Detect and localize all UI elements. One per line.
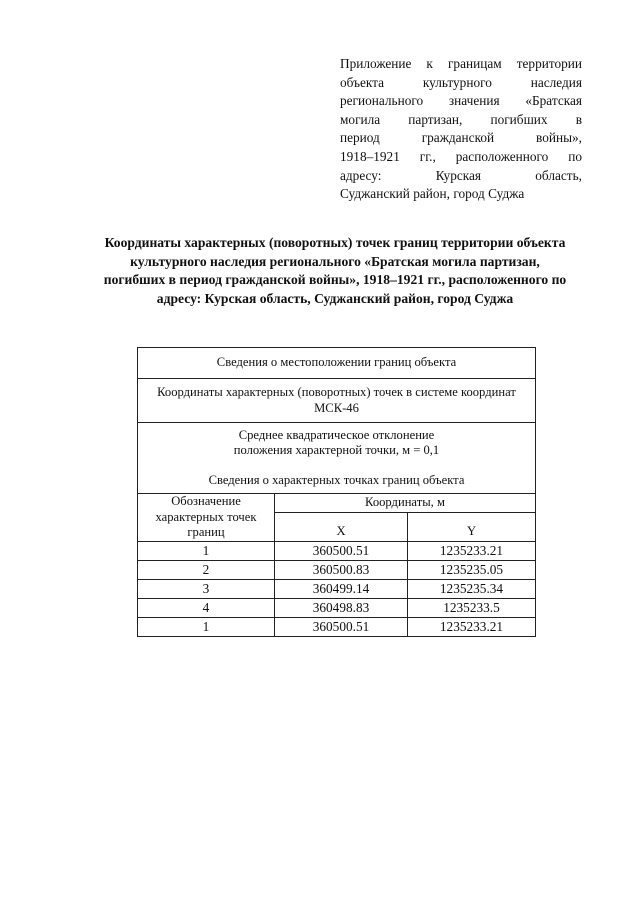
y-cell: 1235233.21 bbox=[408, 541, 536, 560]
table-row bbox=[138, 541, 536, 560]
table-row bbox=[138, 579, 536, 598]
appendix-line: Суджанский район, город Суджа bbox=[340, 186, 525, 202]
appendix-line: 1918–1921 гг., расположенного по bbox=[340, 148, 582, 164]
x-cell: 360500.51 bbox=[275, 541, 408, 560]
column-header-row bbox=[138, 494, 536, 513]
y-cell: 1235233.5 bbox=[408, 598, 536, 617]
x-cell: 360500.83 bbox=[275, 560, 408, 579]
table-header-row bbox=[138, 379, 536, 423]
appendix-line: Приложение к границам территории bbox=[340, 56, 582, 71]
system-header: Координаты характерных (поворотных) точек в системе координат МСК-46 bbox=[138, 379, 536, 423]
x-cell: 360499.14 bbox=[275, 579, 408, 598]
location-header: Сведения о местоположении границ объекта bbox=[138, 348, 536, 379]
document-title: Координаты характерных (поворотных) точек границ территории объекта культурного наследия регионального «Братская могила партизан, погибших в период гражданской войны», 1918–1921 гг., расположенного по адресу: Курская область, Суджанский район, город Суджа bbox=[103, 235, 567, 306]
table-row bbox=[138, 617, 536, 636]
appendix-line: регионального значения «Братская bbox=[340, 93, 582, 109]
appendix-line: могила партизан, погибших в bbox=[340, 111, 582, 127]
y-cell: 1235235.34 bbox=[408, 579, 536, 598]
accuracy-line: Среднее квадратическое отклонение bbox=[238, 427, 435, 442]
x-header: X bbox=[275, 512, 408, 541]
coords-header: Координаты, м bbox=[275, 494, 536, 513]
appendix-note bbox=[340, 55, 582, 204]
y-cell: 1235233.21 bbox=[408, 617, 536, 636]
appendix-line: адресу: Курская область, bbox=[340, 167, 582, 183]
y-cell: 1235235.05 bbox=[408, 560, 536, 579]
accuracy-block bbox=[138, 423, 536, 494]
accuracy-line: положения характерной точки, м = 0,1 bbox=[233, 443, 440, 458]
y-header: Y bbox=[408, 512, 536, 541]
designation-header: Обозначение характерных точек границ bbox=[138, 494, 275, 542]
points-header: Сведения о характерных точках границ объекта bbox=[208, 472, 465, 487]
x-cell: 360500.51 bbox=[275, 617, 408, 636]
table-row bbox=[138, 560, 536, 579]
appendix-line: объекта культурного наследия bbox=[340, 74, 582, 90]
table-row bbox=[138, 598, 536, 617]
point-cell: 2 bbox=[138, 560, 275, 579]
point-cell: 1 bbox=[138, 541, 275, 560]
point-cell: 3 bbox=[138, 579, 275, 598]
table-header-row bbox=[138, 423, 536, 494]
x-cell: 360498.83 bbox=[275, 598, 408, 617]
appendix-line: период гражданской войны», bbox=[340, 130, 582, 146]
point-cell: 1 bbox=[138, 617, 275, 636]
point-cell: 4 bbox=[138, 598, 275, 617]
coordinates-table bbox=[137, 347, 536, 637]
table-header-row bbox=[138, 348, 536, 379]
